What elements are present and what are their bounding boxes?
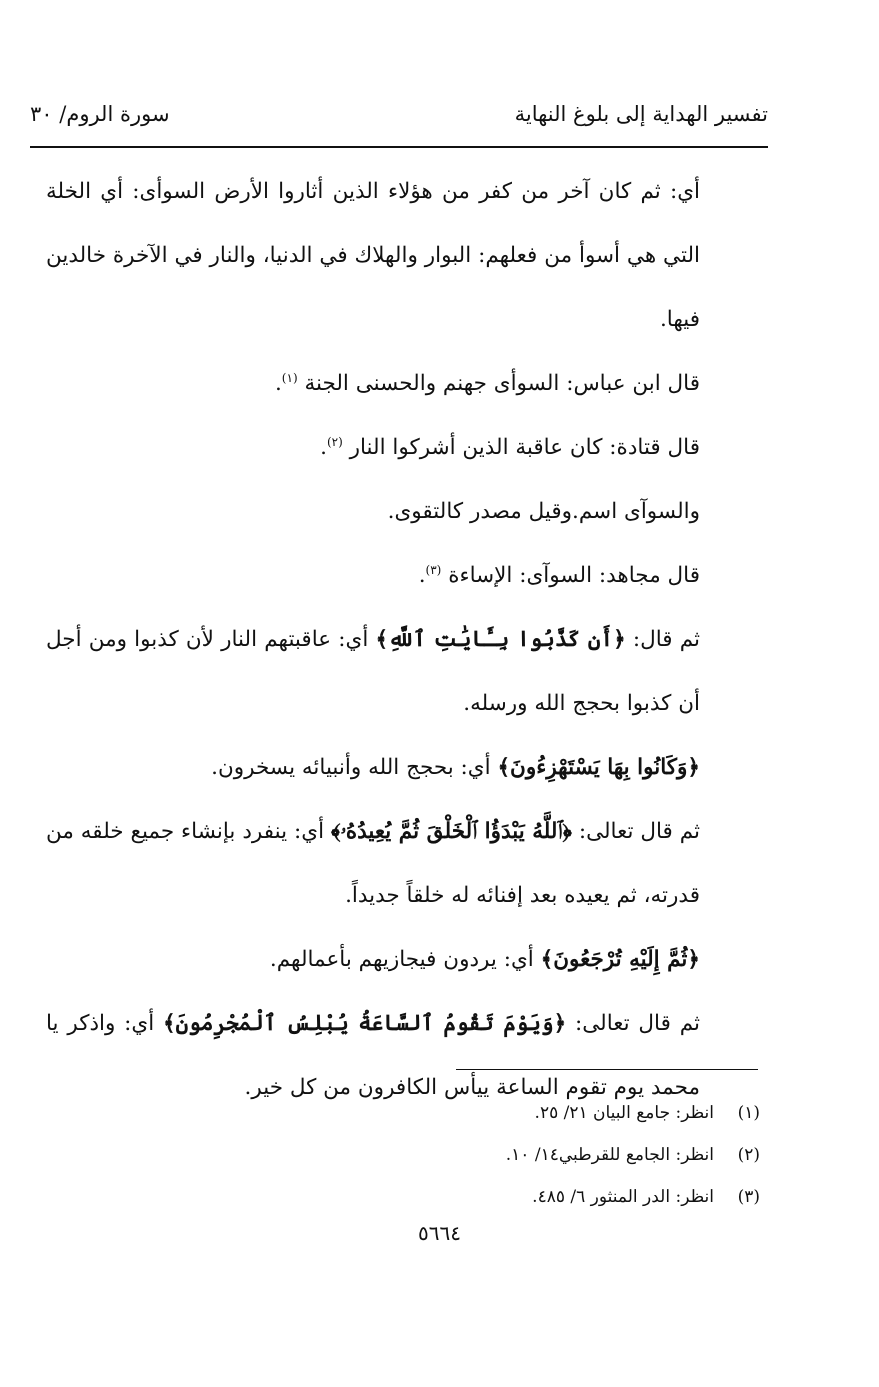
paragraph	[46, 416, 760, 480]
paragraph	[46, 800, 760, 928]
footnote	[46, 1134, 760, 1176]
footnote-reference: (١)	[281, 370, 298, 385]
paragraph-text: والسوآى اسم.وقيل مصدر كالتقوى.	[387, 499, 700, 524]
paragraph	[46, 480, 760, 544]
footnote-text: انظر: الدر المنثور ٦/ ٤٨٥.	[532, 1187, 714, 1207]
paragraph-text: ثم قال:	[625, 627, 701, 652]
running-header	[30, 98, 768, 138]
paragraph	[46, 736, 760, 800]
paragraph-text: قال مجاهد: السوآى: الإساءة	[441, 563, 700, 588]
paragraph-text: أي: واذكر يا محمد يوم تقوم الساعة ييأس الكافرون من كل خير.	[46, 1011, 700, 1100]
paragraph-text: أي: ثم كان آخر من كفر من هؤلاء الذين أثاروا الأرض السوأى: أي الخلة التي هي أسوأ من فعلهم: البوار والهلاك في الدنيا، والنار في الآخرة خالدين فيها.	[46, 179, 700, 332]
paragraph	[46, 160, 760, 352]
paragraph	[46, 352, 760, 416]
footnote-number: (٣)	[737, 1187, 760, 1207]
paragraph-text: .	[418, 563, 426, 588]
quran-verse: ﴿وَكَانُوا بِهَا يَسْتَهْزِءُونَ﴾	[497, 755, 700, 780]
quran-verse: ﴿وَيَوْمَ تَقُومُ ٱلسَّاعَةُ يُبْلِسُ ٱلْمُجْرِمُونَ﴾	[163, 1011, 567, 1036]
footnote-text: انظر: الجامع للقرطبي١٤/ ١٠.	[505, 1145, 714, 1165]
footnote-reference: (٢)	[326, 434, 343, 449]
surah-label: سورة الروم/ ٣٠	[30, 102, 170, 126]
paragraph-text: أي: بحجج الله وأنبيائه يسخرون.	[211, 755, 498, 780]
page-number: ٥٦٦٤	[418, 1221, 461, 1245]
quran-verse: ﴿ثُمَّ إِلَيْهِ تُرْجَعُونَ﴾	[540, 947, 700, 972]
quran-verse: ﴿أَن كَذَّبُوا بِـَٔايَٰتِ ٱللَّهِ﴾	[375, 627, 626, 652]
paragraph-text: أي: يردون فيجازيهم بأعمالهم.	[269, 947, 541, 972]
footnote	[46, 1176, 760, 1218]
footnote-number: (٢)	[737, 1145, 760, 1165]
paragraph-text: ثم قال تعالى:	[571, 819, 700, 844]
paragraph-text: أي: عاقبتهم النار لأن كذبوا ومن أجل أن كذبوا بحجج الله ورسله.	[46, 627, 700, 716]
header-divider	[30, 146, 768, 148]
footnote-text: انظر: جامع البيان ٢١/ ٢٥.	[534, 1103, 714, 1123]
paragraph-text: أي: ينفرد بإنشاء جميع خلقه من قدرته، ثم يعيده بعد إفنائه له خلقاً جديداً.	[46, 819, 700, 908]
footnote-reference: (٣)	[425, 562, 442, 577]
paragraph-text: .	[320, 435, 327, 460]
paragraph-text: قال قتادة: كان عاقبة الذين أشركوا النار	[342, 435, 700, 460]
paragraph-text: .	[274, 371, 282, 396]
quran-verse: ﴿ٱللَّهُ يَبْدَؤُا ٱلْخَلْقَ ثُمَّ يُعِيدُهُۥ﴾	[330, 819, 572, 844]
footnote-divider	[456, 1069, 758, 1070]
commentary-body	[46, 160, 760, 1120]
paragraph-text: قال ابن عباس: السوأى جهنم والحسنى الجنة	[297, 371, 700, 396]
footnotes-list	[46, 1092, 760, 1218]
paragraph	[46, 928, 760, 992]
paragraph	[46, 608, 760, 736]
paragraph-text: ثم قال تعالى:	[566, 1011, 700, 1036]
footnote-number: (١)	[737, 1103, 760, 1123]
paragraph	[46, 544, 760, 608]
book-title: تفسير الهداية إلى بلوغ النهاية	[514, 102, 768, 126]
footnote	[46, 1092, 760, 1134]
